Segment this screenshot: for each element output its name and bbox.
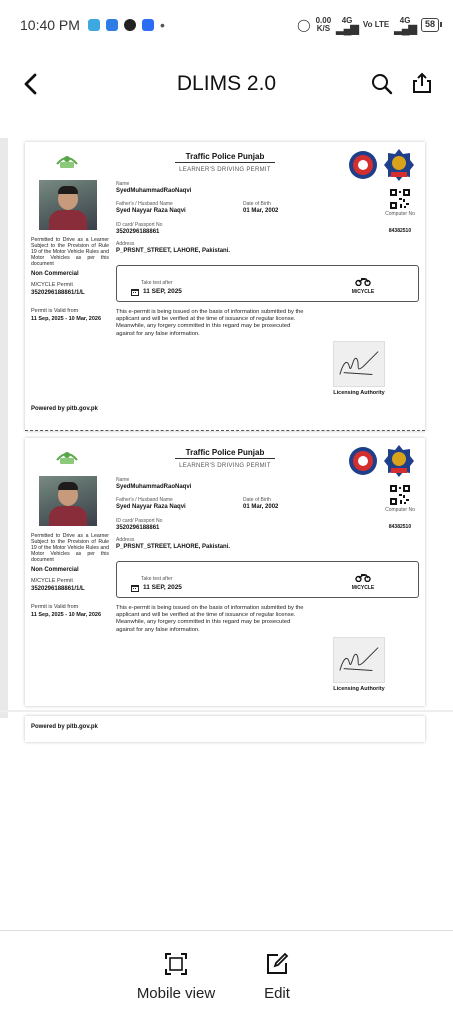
id-label: ID card/ Passport No <box>116 518 163 524</box>
volte-indicator: Vo LTE <box>362 20 390 29</box>
app-notification-icon <box>88 19 100 31</box>
headphones-icon: ◯ <box>297 18 311 32</box>
page-divider <box>25 430 425 431</box>
permit-number: 3520296188861/1/L <box>31 290 85 296</box>
section-separator <box>0 710 453 712</box>
id-value: 3520296188861 <box>116 229 160 235</box>
permit-conditions: Permitted to Drive as a Learner Subject to the Provision of Rule 19 of the Motor Vehicle Rules and Motor Vehicles as per this document <box>31 533 109 563</box>
vehicle-type: M/CYCLE <box>351 585 375 591</box>
name-value: SyedMuhammadRaoNaqvi <box>116 484 192 490</box>
app-bar <box>0 62 453 108</box>
dob-label: Date of Birth <box>243 201 271 207</box>
test-info-box <box>116 561 419 598</box>
name-label: Name <box>116 181 130 187</box>
id-label: ID card/ Passport No <box>116 222 163 228</box>
test-label: Take test after <box>141 280 173 286</box>
permit-notice: This e-permit is being issued on the basis of information submitted by the applicant and will be verified at the time of issuance of regular license. Meanwhile, any forgery committed in this regard may be prosecuted against for any false information. <box>116 309 304 337</box>
page-title: DLIMS 2.0 <box>176 72 277 95</box>
edit-label: Edit <box>264 985 290 1002</box>
category-permit: M/CYCLE Permit <box>31 282 73 288</box>
computer-no-value: 84382510 <box>388 524 412 530</box>
motorcycle-icon <box>355 572 371 582</box>
network-speed: 0.00 K/S <box>315 16 332 33</box>
category: Non Commercial <box>31 567 79 573</box>
test-info-box <box>116 265 419 302</box>
signature-image <box>333 637 385 683</box>
applicant-photo <box>39 180 97 230</box>
permit-notice: This e-permit is being issued on the basis of information submitted by the applicant and will be verified at the time of issuance of regular license. Meanwhile, any forgery committed in this regard may be prosecuted against for any false information. <box>116 605 304 633</box>
address-label: Address <box>116 537 135 543</box>
traffic-police-logo-icon <box>348 446 378 476</box>
validity-range: 11 Sep, 2025 - 10 Mar, 2026 <box>31 316 102 322</box>
applicant-photo <box>39 476 97 526</box>
back-arrow-icon[interactable] <box>20 72 44 96</box>
battery-indicator: 58 <box>421 18 439 32</box>
status-time: 10:40 PM <box>20 17 80 33</box>
notification-icons <box>88 17 165 33</box>
edit-icon <box>264 951 290 977</box>
powered-by: Powered by pitb.gov.pk <box>31 406 98 412</box>
powered-by-card <box>25 716 425 742</box>
category-permit: M/CYCLE Permit <box>31 578 73 584</box>
category: Non Commercial <box>31 271 79 277</box>
edit-button[interactable] <box>222 951 332 1002</box>
motorcycle-icon <box>355 276 371 286</box>
name-value: SyedMuhammadRaoNaqvi <box>116 188 192 194</box>
traffic-police-logo-icon <box>348 150 378 180</box>
name-label: Name <box>116 477 130 483</box>
powered-by: Powered by pitb.gov.pk <box>31 724 98 730</box>
permit-title: Traffic Police Punjab <box>175 448 275 459</box>
threads-notification-icon <box>124 19 136 31</box>
dob-value: 01 Mar, 2002 <box>243 208 279 214</box>
network-4g-2: 4G ▂▄▆ <box>394 16 416 35</box>
permit-subtitle: LEARNER'S DRIVING PERMIT <box>179 463 271 469</box>
permit-card-copy <box>25 438 425 706</box>
validity-label: Permit is Valid from <box>31 604 79 610</box>
mobile-view-label: Mobile view <box>136 985 216 1002</box>
address-value: P_PRSNT_STREET, LAHORE, Pakistani. <box>116 544 231 550</box>
licensing-authority: Licensing Authority <box>333 390 385 396</box>
validity-label: Permit is Valid from <box>31 308 79 314</box>
permit-card <box>25 142 425 431</box>
status-right <box>297 17 439 33</box>
computer-no-value: 84382510 <box>388 228 412 234</box>
father-value: Syed Nayyar Raza Naqvi <box>116 208 186 214</box>
computer-no-label: Computer No <box>385 507 415 513</box>
search-icon[interactable] <box>370 72 394 96</box>
play-notification-icon <box>106 19 118 31</box>
bottom-bar <box>0 930 453 1024</box>
status-bar <box>0 0 453 50</box>
computer-no-label: Computer No <box>385 211 415 217</box>
id-value: 3520296188861 <box>116 525 160 531</box>
licensing-authority: Licensing Authority <box>333 686 385 692</box>
network-4g-1: 4G ▂▄▆ <box>336 16 358 35</box>
punjab-logo-icon <box>55 446 79 468</box>
test-date: 11 SEP, 2025 <box>143 584 182 591</box>
punjab-logo-icon <box>55 150 79 172</box>
dob-label: Date of Birth <box>243 497 271 503</box>
address-value: P_PRSNT_STREET, LAHORE, Pakistani. <box>116 248 231 254</box>
father-label: Father's / Husband Name <box>116 201 173 207</box>
validity-range: 11 Sep, 2025 - 10 Mar, 2026 <box>31 612 102 618</box>
calendar-icon <box>131 584 139 592</box>
share-icon[interactable] <box>410 71 434 95</box>
test-label: Take test after <box>141 576 173 582</box>
punjab-police-badge-icon <box>383 148 415 182</box>
punjab-police-badge-icon <box>383 444 415 478</box>
test-date: 11 SEP, 2025 <box>143 288 182 295</box>
vehicle-type: M/CYCLE <box>351 289 375 295</box>
document-viewer[interactable] <box>0 130 453 930</box>
permit-subtitle: LEARNER'S DRIVING PERMIT <box>179 167 271 173</box>
calendar-icon <box>131 288 139 296</box>
signature-image <box>333 341 385 387</box>
father-value: Syed Nayyar Raza Naqvi <box>116 504 186 510</box>
mail-notification-icon <box>142 19 154 31</box>
permit-conditions: Permitted to Drive as a Learner Subject to the Provision of Rule 19 of the Motor Vehicle Rules and Motor Vehicles as per this document <box>31 237 109 267</box>
qr-code-icon <box>390 189 410 209</box>
fullscreen-icon <box>163 951 189 977</box>
mobile-view-button[interactable] <box>121 951 231 1002</box>
more-notifications-icon: • <box>159 17 165 33</box>
permit-number: 3520296188861/1/L <box>31 586 85 592</box>
permit-title: Traffic Police Punjab <box>175 152 275 163</box>
scroll-edge <box>0 138 8 718</box>
qr-code-icon <box>390 485 410 505</box>
dob-value: 01 Mar, 2002 <box>243 504 279 510</box>
father-label: Father's / Husband Name <box>116 497 173 503</box>
address-label: Address <box>116 241 135 247</box>
